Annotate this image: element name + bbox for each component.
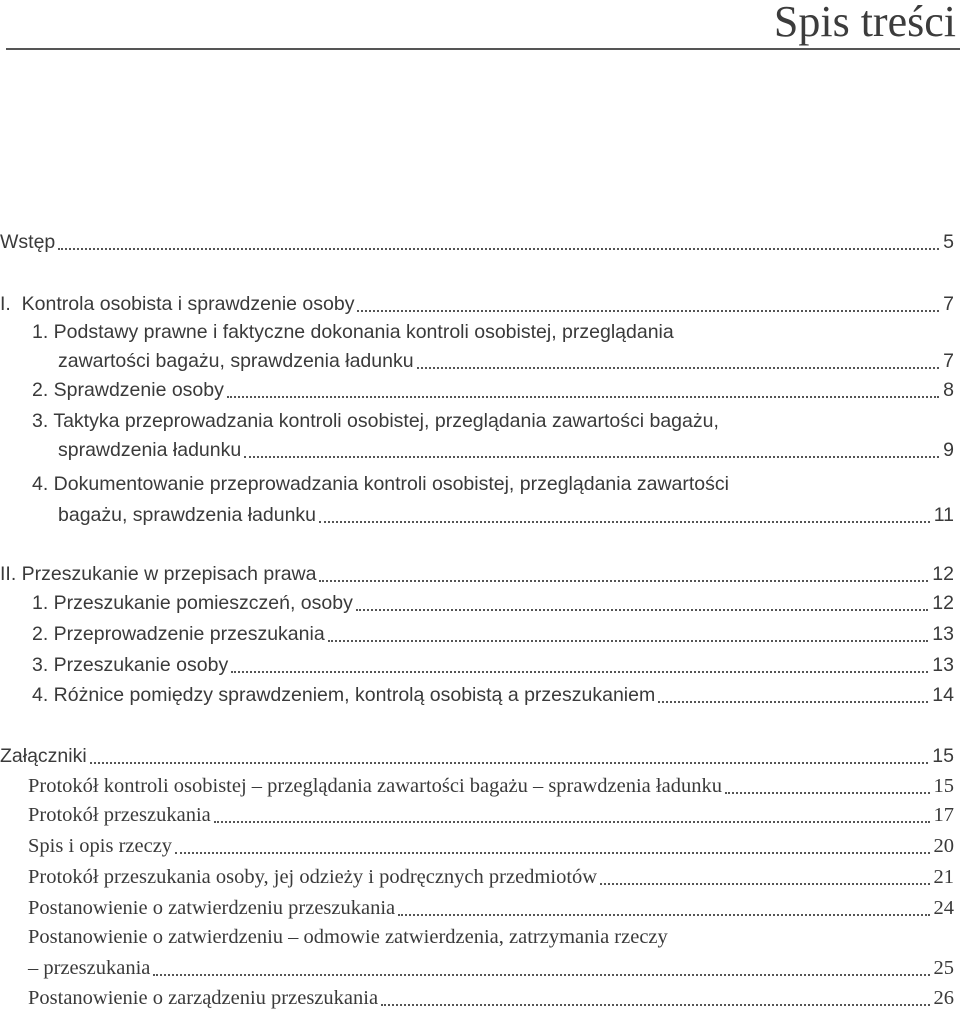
toc-entry-label: bagażu, sprawdzenia ładunku <box>58 504 317 526</box>
toc-page-number: 21 <box>933 866 954 888</box>
leader-dots <box>58 248 939 250</box>
toc-page-number: 12 <box>932 592 954 614</box>
toc-attachment-6-line1: Postanowienie o zatwierdzeniu – odmowie zatwierdzenia, zatrzymania rzeczy <box>28 926 668 948</box>
toc-entry-1-4[interactable] <box>58 502 954 528</box>
toc-attachment-5[interactable] <box>28 895 954 921</box>
leader-dots <box>398 914 929 916</box>
title-rule <box>6 48 960 50</box>
toc-entry-label: Załączniki <box>0 745 87 767</box>
toc-attachment-2[interactable] <box>28 802 954 828</box>
toc-page-number: 17 <box>933 804 954 826</box>
toc-page-number: 5 <box>943 231 954 253</box>
toc-page-number: 7 <box>943 350 954 372</box>
leader-dots <box>153 974 929 976</box>
page-title: Spis treści <box>773 0 956 46</box>
toc-entry-1-3-line1: 3. Taktyka przeprowadzania kontroli osobistej, przeglądania zawartości bagażu, <box>32 410 719 432</box>
toc-attachment-4[interactable] <box>28 864 954 890</box>
toc-entry-label: Spis i opis rzeczy <box>28 835 173 857</box>
toc-entry-label: Wstęp <box>0 231 56 253</box>
toc-page-number: 8 <box>943 379 954 401</box>
toc-attachment-1[interactable] <box>28 773 954 799</box>
leader-dots <box>231 671 928 673</box>
toc-page-number: 12 <box>932 563 954 585</box>
toc-chapter-1[interactable] <box>0 291 954 317</box>
toc-entry-label: 1. Przeszukanie pomieszczeń, osoby <box>32 592 353 614</box>
toc-page-number: 15 <box>933 775 954 797</box>
toc-page-number: 9 <box>943 439 954 461</box>
toc-chapter-2[interactable] <box>0 561 954 587</box>
toc-entry-1-1[interactable] <box>58 348 954 374</box>
leader-dots <box>319 580 928 582</box>
toc-entry-label: Protokół przeszukania <box>28 804 211 826</box>
toc-entry-1-4-line1: 4. Dokumentowanie przeprowadzania kontroli osobistej, przeglądania zawartości <box>32 473 729 495</box>
toc-entry-label: 2. Przeprowadzenie przeszukania <box>32 623 325 645</box>
toc-attachment-7[interactable] <box>28 985 954 1011</box>
toc-entry-1-3[interactable] <box>58 437 954 463</box>
toc-entry-label: – przeszukania <box>28 957 151 979</box>
toc-entry-label: sprawdzenia ładunku <box>58 439 242 461</box>
toc-page-number: 13 <box>932 654 954 676</box>
toc-entry-label: Protokół kontroli osobistej – przeglądania zawartości bagażu – sprawdzenia ładunku <box>28 775 722 797</box>
toc-entry-label: II. Przeszukanie w przepisach prawa <box>0 563 317 585</box>
toc-page-number: 14 <box>932 684 954 706</box>
toc-page-number: 13 <box>932 623 954 645</box>
toc-entry-label: zawartości bagażu, sprawdzenia ładunku <box>58 350 414 372</box>
leader-dots <box>356 609 928 611</box>
toc-page-number: 11 <box>933 504 954 526</box>
leader-dots <box>658 701 928 703</box>
toc-page-number: 25 <box>933 957 954 979</box>
leader-dots <box>90 762 929 764</box>
leader-dots <box>600 883 929 885</box>
toc-entry-label: 2. Sprawdzenie osoby <box>32 379 224 401</box>
toc-attachment-6[interactable] <box>28 955 954 981</box>
toc-page-number: 20 <box>933 835 954 857</box>
leader-dots <box>381 1004 929 1006</box>
toc-entry-label: Postanowienie o zarządzeniu przeszukania <box>28 987 379 1009</box>
toc-page-number: 7 <box>943 293 954 315</box>
leader-dots <box>357 310 939 312</box>
toc-entry-zalaczniki[interactable] <box>0 743 954 769</box>
toc-entry-2-4[interactable] <box>32 682 954 708</box>
leader-dots <box>319 521 930 523</box>
leader-dots <box>175 852 929 854</box>
leader-dots <box>725 792 930 794</box>
toc-entry-label: Protokół przeszukania osoby, jej odzieży i podręcznych przedmiotów <box>28 866 598 888</box>
toc-page-number: 15 <box>932 745 954 767</box>
toc-entry-label: I. Kontrola osobista i sprawdzenie osoby <box>0 293 355 315</box>
toc-entry-2-3[interactable] <box>32 652 954 678</box>
leader-dots <box>214 821 930 823</box>
toc-page-number: 24 <box>933 897 954 919</box>
toc-page-number: 26 <box>933 987 954 1009</box>
toc-entry-1-1-line1: 1. Podstawy prawne i faktyczne dokonania kontroli osobistej, przeglądania <box>32 321 674 343</box>
toc-entry-2-1[interactable] <box>32 590 954 616</box>
leader-dots <box>417 367 940 369</box>
toc-attachment-3[interactable] <box>28 833 954 859</box>
toc-entry-label: 4. Różnice pomiędzy sprawdzeniem, kontrolą osobistą a przeszukaniem <box>32 684 656 706</box>
leader-dots <box>227 396 939 398</box>
toc-entry-wstep[interactable] <box>0 229 954 255</box>
toc-entry-1-2[interactable] <box>32 377 954 403</box>
leader-dots <box>328 640 929 642</box>
toc-entry-label: Postanowienie o zatwierdzeniu przeszukania <box>28 897 396 919</box>
toc-entry-2-2[interactable] <box>32 621 954 647</box>
toc-entry-label: 3. Przeszukanie osoby <box>32 654 229 676</box>
leader-dots <box>244 456 939 458</box>
